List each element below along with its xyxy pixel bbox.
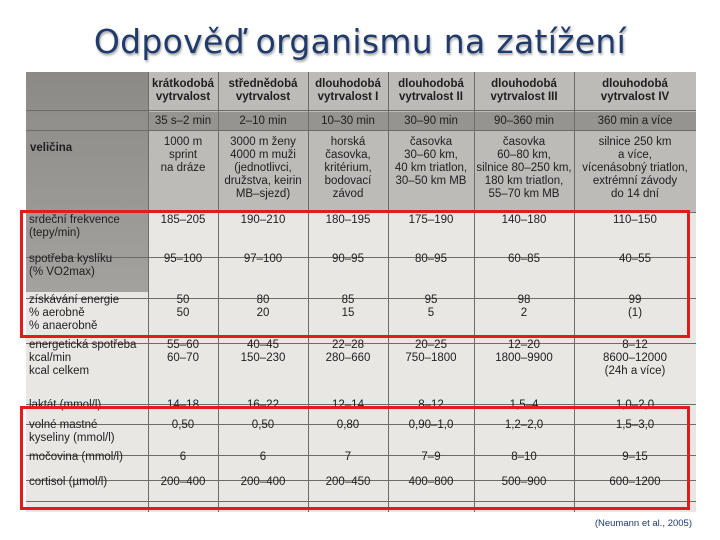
table-cell-line: 7–9: [421, 451, 441, 463]
table-cell-line: 175–190: [408, 214, 454, 226]
table-cell-line: 90–95: [332, 253, 364, 265]
table-cell-line: 22–28: [332, 339, 364, 351]
row-label-line: cortisol (µmol/l): [29, 476, 108, 488]
table-cell-line: 200–400: [240, 476, 286, 488]
table-cell-line: 150–230: [240, 352, 286, 364]
column-example-line: kritérium,: [324, 162, 372, 174]
row-label-line: volné mastné: [29, 419, 98, 431]
table-cell-line: 40–55: [619, 253, 651, 265]
table-cell: [574, 339, 696, 378]
highlight-box-lower: [20, 406, 690, 510]
table-cell-line: 185–205: [160, 214, 206, 226]
row-label-line: srdeční frekvence: [29, 214, 120, 226]
column-header-line: vytrvalost II: [399, 91, 463, 103]
column-duration: [148, 115, 218, 128]
table-cell-line: 1,0–2,0: [615, 399, 655, 411]
column-example: [388, 136, 474, 188]
table-cell-line: 1,5–3,0: [615, 419, 655, 431]
column-example: [574, 136, 696, 201]
table-cell-line: 95: [424, 294, 438, 306]
column-duration-line: 360 min a více: [597, 115, 673, 127]
table-cell-line: 0,50: [171, 419, 195, 431]
column-example: [148, 136, 218, 175]
table-cell-line: 600–1200: [609, 476, 661, 488]
column-example: [308, 136, 388, 201]
column-example-line: 1000 m: [163, 136, 203, 148]
column-duration: [574, 115, 696, 128]
table-cell-line: 98: [517, 294, 531, 306]
table-cell-line: 1800–9900: [495, 352, 553, 364]
table-cell-line: 500–900: [501, 476, 547, 488]
table-cell: [218, 339, 308, 365]
highlight-box-upper: [20, 210, 690, 338]
column-example-line: silnice 80–250 km,: [476, 162, 572, 174]
table-cell-line: 20: [256, 307, 270, 319]
table-cell-line: 50: [176, 307, 190, 319]
table-cell-line: 1,2–2,0: [504, 419, 544, 431]
column-example-line: 180 km triatlon,: [484, 175, 564, 187]
row-label-line: kcal/min: [29, 352, 72, 364]
citation: (Neumann et al., 2005): [594, 518, 692, 529]
table-cell-line: (1): [627, 307, 643, 319]
table-cell-line: 280–660: [325, 352, 371, 364]
row-label-line: (tepy/min): [29, 227, 81, 239]
column-duration: [474, 115, 574, 128]
column-header-line: dlouhodobá: [602, 78, 668, 90]
row-label-line: spotřeba kyslíku: [29, 253, 113, 265]
table-cell-line: 50: [176, 294, 190, 306]
column-example-line: na dráze: [160, 162, 206, 174]
row-label: [29, 339, 136, 378]
row-divider: [26, 110, 696, 111]
column-header-line: střednědobá: [228, 78, 298, 90]
header-corner-label: veličina: [30, 142, 73, 154]
column-example-line: družstva, keirin: [224, 175, 302, 187]
column-example-line: bodovací: [324, 175, 372, 187]
table-cell-line: 60–85: [508, 253, 540, 265]
table-cell-line: 750–1800: [405, 352, 457, 364]
row-label-line: kyseliny (mmol/l): [29, 432, 115, 444]
table-cell: [474, 339, 574, 365]
table-cell-line: 97–100: [243, 253, 283, 265]
table-cell-line: 12–20: [508, 339, 540, 351]
row-label-line: kcal celkem: [29, 365, 90, 377]
table-cell-line: 8–12: [622, 339, 648, 351]
row-label-line: energetická spotřeba: [29, 339, 137, 351]
column-duration-line: 10–30 min: [321, 115, 375, 127]
table-cell-line: 180–195: [325, 214, 371, 226]
column-example-line: 4000 m muži: [230, 149, 296, 161]
table-cell-line: 55–60: [167, 339, 199, 351]
row-divider: [26, 130, 696, 131]
column-header-line: dlouhodobá: [315, 78, 381, 90]
column-header-line: vytrvalost I: [317, 91, 379, 103]
table-cell-line: 190–210: [240, 214, 286, 226]
table-cell-line: 110–150: [613, 214, 657, 226]
table-cell-line: 40–45: [247, 339, 279, 351]
column-example-line: 30–50 km MB: [395, 175, 467, 187]
column-duration-line: 35 s–2 min: [154, 115, 212, 127]
table-cell-line: 80: [256, 294, 270, 306]
table-cell-line: 200–400: [160, 476, 206, 488]
column-example-line: (jednotlivci,: [234, 162, 292, 174]
column-example-line: extrémní závody: [592, 175, 678, 187]
table-cell-line: 85: [341, 294, 355, 306]
table-cell-line: 95–100: [163, 253, 203, 265]
table-cell-line: 6: [179, 451, 187, 463]
table-cell-line: 1,5–4: [509, 399, 539, 411]
table-cell-line: 20–25: [415, 339, 447, 351]
column-duration-line: 2–10 min: [239, 115, 287, 127]
row-label-line: % aerobně: [29, 307, 85, 319]
column-example-line: 40 km triatlon,: [394, 162, 468, 174]
column-example: [474, 136, 574, 201]
table-cell-line: 99: [628, 294, 642, 306]
row-label-line: laktát (mmol/l): [29, 399, 102, 411]
column-header-line: dlouhodobá: [491, 78, 557, 90]
table-cell-line: 0,90–1,0: [408, 419, 454, 431]
column-example-line: časovka: [502, 136, 546, 148]
table-cell-line: 7: [344, 451, 352, 463]
column-header-line: vytrvalost IV: [600, 91, 670, 103]
table-cell-line: 5: [427, 307, 435, 319]
column-header: [218, 78, 308, 104]
table-cell-line: 6: [259, 451, 267, 463]
column-example-line: horská: [330, 136, 366, 148]
column-example-line: časovka,: [325, 149, 371, 161]
column-example-line: vícenásobný triatlon,: [582, 162, 688, 174]
table-cell: [148, 339, 218, 365]
table-cell-line: 12–14: [332, 399, 364, 411]
column-duration: [388, 115, 474, 128]
column-example-line: závod: [332, 188, 364, 200]
table-cell: [308, 339, 388, 365]
table-cell-line: 15: [341, 307, 355, 319]
column-example-line: časovka: [409, 136, 453, 148]
column-example-line: do 14 dní: [611, 188, 659, 200]
column-example-line: 60–80 km,: [497, 149, 551, 161]
table-cell-line: 200–450: [325, 476, 371, 488]
column-header-line: dlouhodobá: [398, 78, 464, 90]
row-label-line: (% VO2max): [29, 266, 95, 278]
page-title: Odpověď organismu na zatížení: [93, 22, 627, 61]
table-cell-line: 8600–12000: [603, 352, 667, 364]
column-duration-line: 30–90 min: [404, 115, 458, 127]
table-cell-line: 9–15: [622, 451, 648, 463]
row-label-line: % anaerobně: [29, 320, 98, 332]
column-example-line: sprint: [168, 149, 198, 161]
column-header: [474, 78, 574, 104]
column-example-line: 30–60 km,: [404, 149, 458, 161]
column-header: [148, 78, 218, 104]
column-example-line: a více,: [618, 149, 652, 161]
column-header: [574, 78, 696, 104]
table-cell-line: 8–10: [511, 451, 537, 463]
table-cell-line: 8–12: [418, 399, 444, 411]
column-duration-line: 90–360 min: [493, 115, 555, 127]
table-cell-line: 0,50: [251, 419, 275, 431]
table-cell-line: 14–18: [167, 399, 199, 411]
column-duration: [218, 115, 308, 128]
table-cell-line: 2: [520, 307, 528, 319]
column-header: [388, 78, 474, 104]
column-header: [308, 78, 388, 104]
table-cell-line: 0,80: [336, 419, 360, 431]
row-label-line: získávání energie: [29, 294, 120, 306]
column-example: [218, 136, 308, 201]
table-cell-line: 80–95: [415, 253, 447, 265]
column-example-line: silnice 250 km: [598, 136, 672, 148]
row-label-line: močovina (mmol/l): [29, 451, 123, 463]
column-duration: [308, 115, 388, 128]
column-header-line: vytrvalost: [155, 91, 211, 103]
column-example-line: MB–sjezd): [235, 188, 291, 200]
table-cell-line: 16–22: [247, 399, 279, 411]
table-cell-line: 60–70: [167, 352, 199, 364]
column-header-line: vytrvalost III: [490, 91, 558, 103]
column-header-line: krátkodobá: [152, 78, 214, 90]
table-cell-line: 400–800: [408, 476, 454, 488]
column-example-line: 3000 m ženy: [230, 136, 296, 148]
column-example-line: 55–70 km MB: [488, 188, 560, 200]
table-cell-line: 140–180: [501, 214, 547, 226]
table-cell: [388, 339, 474, 365]
column-header-line: vytrvalost: [235, 91, 291, 103]
table-cell-line: (24h a více): [604, 365, 666, 377]
